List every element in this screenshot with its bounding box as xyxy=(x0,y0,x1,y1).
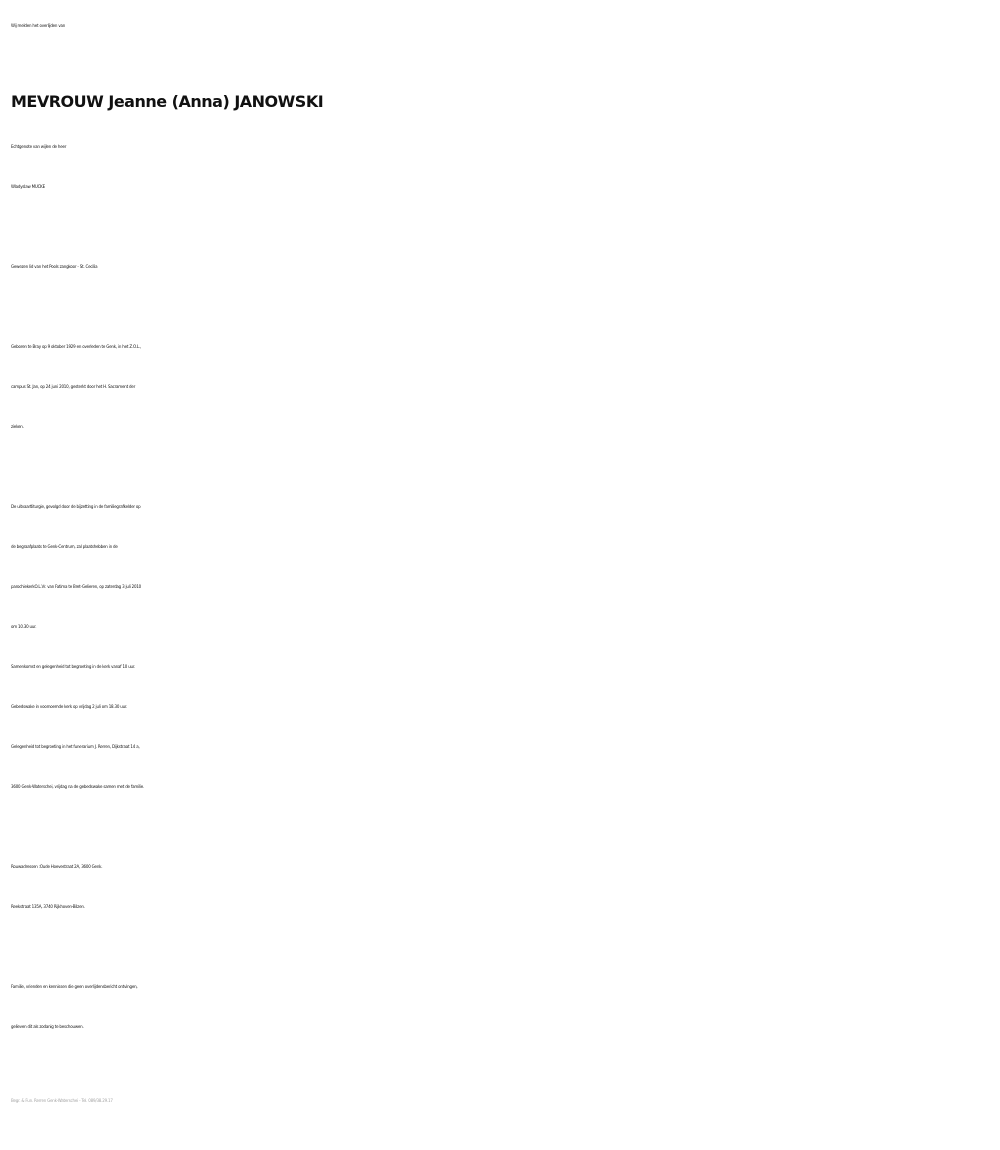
intro-text: Wij melden het overlijden van xyxy=(11,23,66,28)
funeral-line: de begraafplaats te Genk-Centrum, zal plaatshebben in de xyxy=(11,544,118,549)
deceased-name: MEVROUW Jeanne (Anna) JANOWSKI xyxy=(11,92,324,111)
birth-death-line: Geboren te Bray op 9 oktober 1929 en overleden te Genk, in het Z.O.L., xyxy=(11,344,141,349)
funeral-home-footer: Begr. & Fun. Rerren Genk-Waterschei - Tel. 089/38.29.17 xyxy=(11,1098,113,1103)
birth-death-line: zieken. xyxy=(11,424,24,429)
address-line: Reekstraat 135A, 3740 Rijkhoven-Bilzen. xyxy=(11,904,85,909)
spacer xyxy=(11,287,1000,327)
birth-death-line: campus St. Jan, op 24 juni 2010, gesterkt door het H. Sacrament der xyxy=(11,384,136,389)
address-line: Rouwadressen :Oude Hoevestraat 2A, 3600 Genk. xyxy=(11,864,103,869)
notice-line: Familie, vrienden en kennissen die geen overlijdensbericht ontvingen, xyxy=(11,984,138,989)
funeral-line: parochiekerkO.L.Vr. van Fatima te Bret-Gelieren, op zaterdag 3 juli 2010 xyxy=(11,584,142,589)
spacer xyxy=(11,207,1000,247)
membership-text: Gewezen lid van het Pools zangkoor - St. Cecilia xyxy=(11,264,98,269)
spouse-line-2: Wladyslaw MUCKE xyxy=(11,184,45,189)
funeral-line: De uitvaartliturgie, gevolgd door de bijzetting in de familiegrafkelder op xyxy=(11,504,141,509)
spacer xyxy=(11,807,1000,847)
funeral-line: Samenkomst en gelegenheid tot begroeting in de kerk vanaf 10 uur. xyxy=(11,664,136,669)
notice-line: gelieven dit als zodanig te beschouwen. xyxy=(11,1024,84,1029)
funeral-line: Gebedswake in voornoemde kerk op vrijdag 2 juli om 18.30 uur. xyxy=(11,704,128,709)
spacer xyxy=(11,447,1000,487)
spouse-line-1: Echtgenote van wijlen de heer xyxy=(11,144,67,149)
funeral-line: om 10.30 uur. xyxy=(11,624,37,629)
spacer xyxy=(11,927,1000,967)
funeral-line: 3600 Genk-Waterschei, vrijdag na de gebedswake samen met de familie. xyxy=(11,784,145,789)
funeral-line: Gelegenheid tot begroeting in het funerarium J. Rerren, Dijkstraat 14 a, xyxy=(11,744,140,749)
